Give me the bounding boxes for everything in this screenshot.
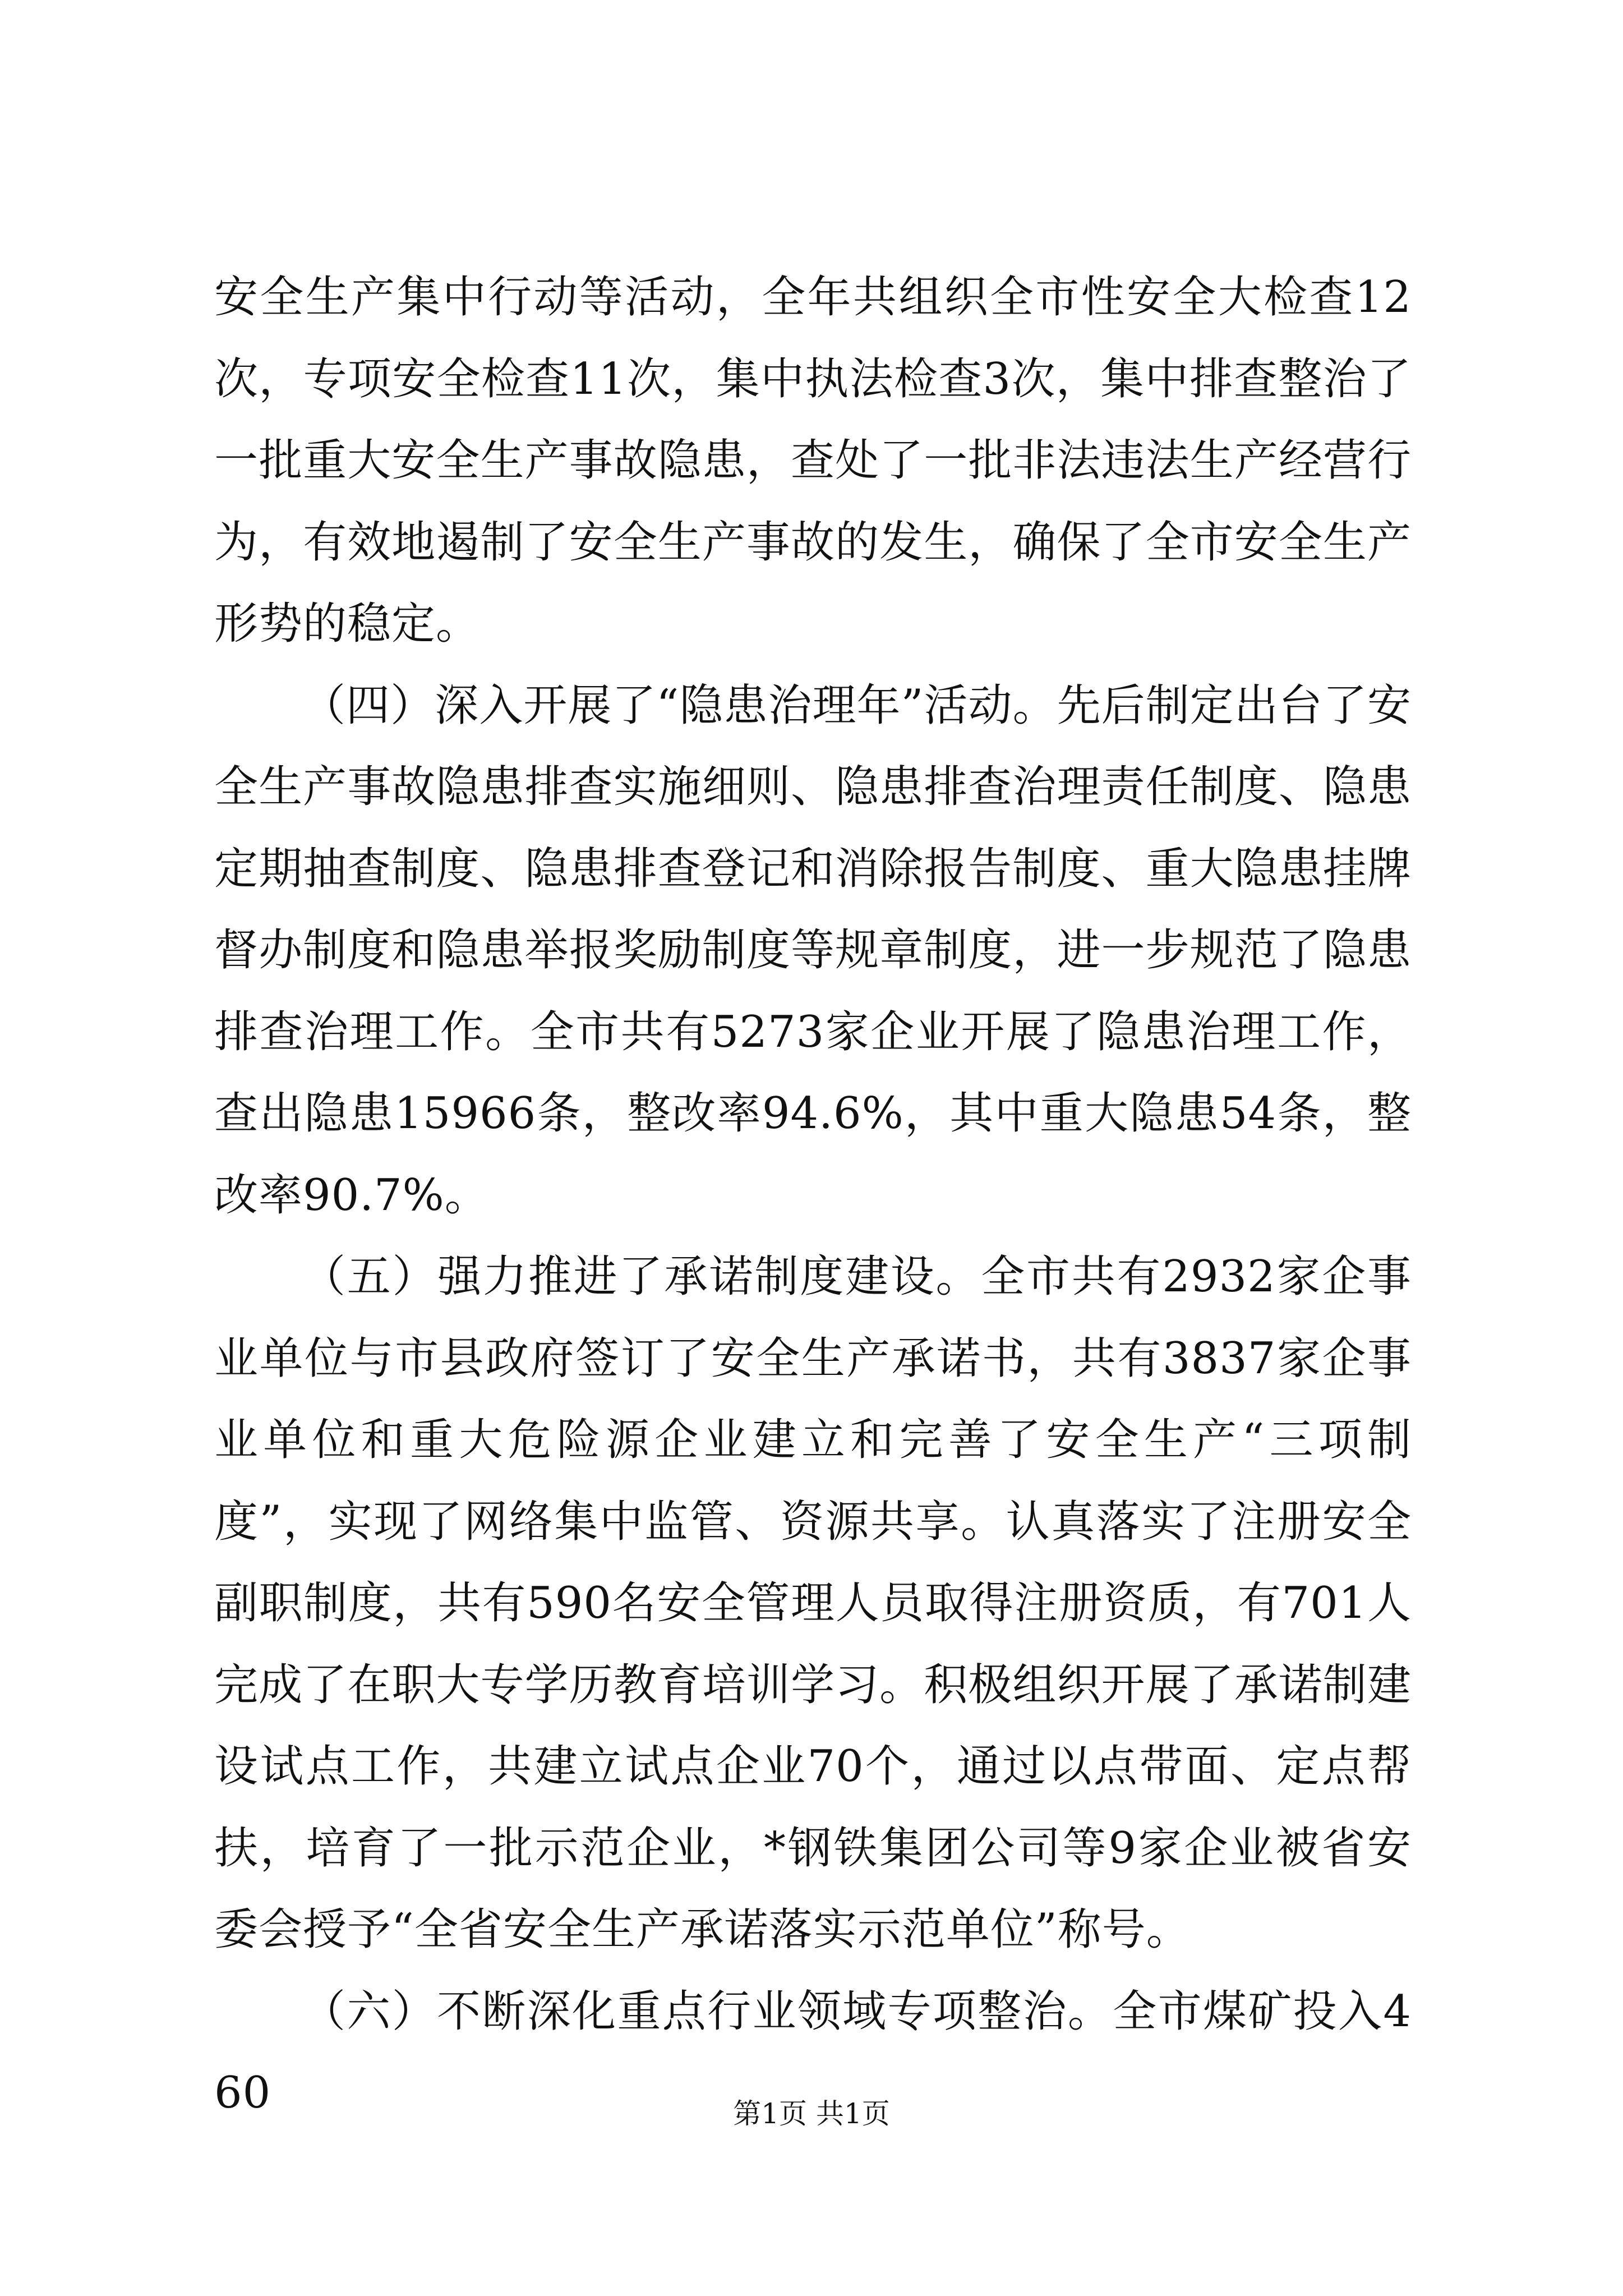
paragraph-continuation: 安全生产集中行动等活动，全年共组织全市性安全大检查12次，专项安全检查11次，集中执法检查3次，集中排查整治了一批重大安全生产事故隐患，查处了一批非法违法生产经营行为，有效地遏制了安全生产事故的发生，确保了全市安全生产形势的稳定。 bbox=[214, 272, 1412, 649]
paragraph-key-industry-rectification: （六）不断深化重点行业领域专项整治。全市煤矿投入460 bbox=[214, 1986, 1412, 2118]
document-body bbox=[214, 257, 1412, 2134]
page-number-footer: 第1页 共1页 bbox=[733, 2097, 890, 2130]
paragraph-hidden-danger-year: （四）深入开展了“隐患治理年”活动。先后制定出台了安全生产事故隐患排查实施细则、隐患排查治理责任制度、隐患定期抽查制度、隐患排查登记和消除报告制度、重大隐患挂牌督办制度和隐患举报奖励制度等规章制度，进一步规范了隐患排查治理工作。全市共有5273家企业开展了隐患治理工作，查出隐患15966条，整改率94.6%，其中重大隐患54条，整改率90.7%。 bbox=[214, 680, 1412, 1221]
paragraph-commitment-system: （五）强力推进了承诺制度建设。全市共有2932家企事业单位与市县政府签订了安全生产承诺书，共有3837家企事业单位和重大危险源企业建立和完善了安全生产“三项制度”，实现了网络集中监管、资源共享。认真落实了注册安全副职制度，共有590名安全管理人员取得注册资质，有701人完成了在职大专学历教育培训学习。积极组织开展了承诺制建设试点工作，共建立试点企业70个，通过以点带面、定点帮扶，培育了一批示范企业，*钢铁集团公司等9家企业被省安委会授予“全省安全生产承诺落实示范单位”称号。 bbox=[214, 1251, 1412, 1955]
